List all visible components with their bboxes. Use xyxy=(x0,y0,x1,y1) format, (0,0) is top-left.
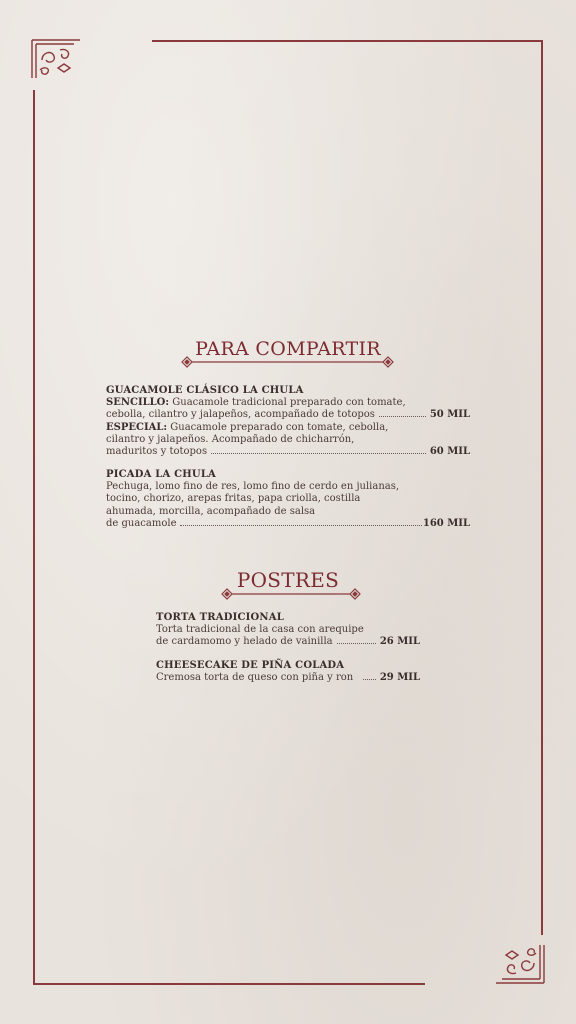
item-description-line: cilantro y jalapeños. Acompañado de chicharrón, xyxy=(106,433,355,445)
menu-item-guacamole xyxy=(106,385,470,458)
item-description-line: ESPECIAL: Guacamole preparado con tomate, cebolla, xyxy=(106,421,389,433)
title-underline-compartir xyxy=(180,355,395,369)
item-description-line: SENCILLO: Guacamole tradicional preparado con tomate, xyxy=(106,397,406,409)
item-description-line: Torta tradicional de la casa con arequipe xyxy=(156,624,364,636)
dot-leader xyxy=(337,643,376,644)
item-price: 29 MIL xyxy=(379,672,420,684)
dot-leader xyxy=(211,453,426,454)
frame-right-line xyxy=(541,40,543,935)
section-title-postres: POSTRES xyxy=(236,568,340,592)
frame-bottom-line xyxy=(33,983,425,985)
menu-item-torta xyxy=(156,612,420,649)
dot-leader xyxy=(363,679,376,680)
dot-leader xyxy=(379,416,426,417)
item-description-line: ahumada, morcilla, acompañado de salsa xyxy=(106,505,316,517)
item-description-line: Pechuga, lomo fino de res, lomo fino de cerdo en julianas, xyxy=(106,481,400,493)
menu-item-cheesecake xyxy=(156,660,420,684)
item-price: 160 MIL xyxy=(422,517,470,529)
menu-item-picada xyxy=(106,469,470,530)
item-description-line: de guacamole 160 MIL xyxy=(106,517,470,529)
corner-ornament-icon xyxy=(30,38,82,80)
variant-label: SENCILLO: xyxy=(106,397,170,409)
item-description-line: maduritos y totopos 60 MIL xyxy=(106,446,470,458)
item-price: 60 MIL xyxy=(429,446,470,458)
item-name: CHEESECAKE DE PIÑA COLADA xyxy=(156,660,345,671)
item-name: PICADA LA CHULA xyxy=(106,469,217,480)
item-name: GUACAMOLE CLÁSICO LA CHULA xyxy=(106,385,304,396)
frame-top-line xyxy=(152,40,542,42)
section-title-compartir: PARA COMPARTIR xyxy=(195,338,381,360)
item-description-line: de cardamomo y helado de vainilla 26 MIL xyxy=(156,636,420,648)
variant-label: ESPECIAL: xyxy=(106,421,168,433)
item-description-line: tocino, chorizo, arepas fritas, papa criolla, costilla xyxy=(106,493,361,505)
item-description-line: cebolla, cilantro y jalapeños, acompañado de totopos 50 MIL xyxy=(106,409,470,421)
item-price: 26 MIL xyxy=(379,636,420,648)
title-underline-postres xyxy=(220,587,362,601)
item-price: 50 MIL xyxy=(429,409,470,421)
item-name: TORTA TRADICIONAL xyxy=(156,612,284,623)
frame-left-line xyxy=(33,90,35,984)
corner-ornament-icon xyxy=(494,943,546,985)
dot-leader xyxy=(180,525,421,526)
item-description-line: Cremosa torta de queso con piña y ron 29 MIL xyxy=(156,672,420,684)
